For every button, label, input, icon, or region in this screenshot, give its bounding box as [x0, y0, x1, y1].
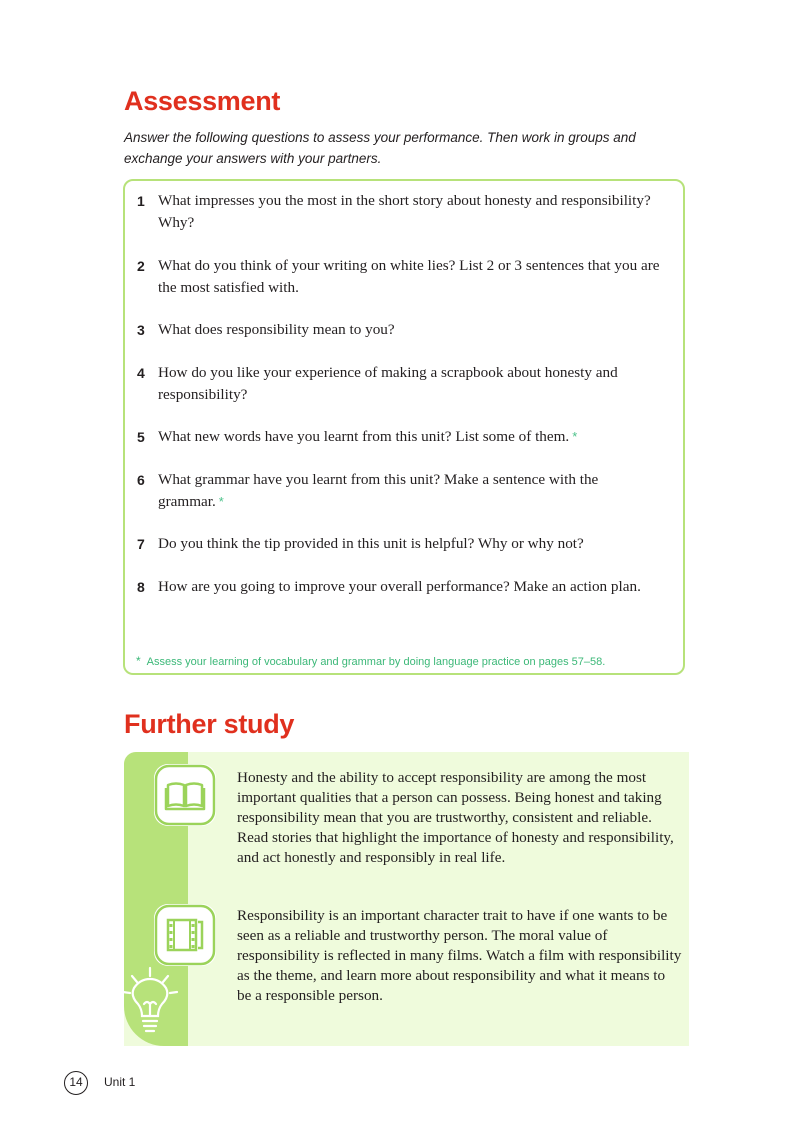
- question-text: What does responsibility mean to you?: [158, 321, 395, 338]
- further-study-title: Further study: [124, 709, 295, 739]
- assessment-intro: Answer the following questions to assess your performance. Then work in groups and exchange your answers with your partners.: [124, 130, 636, 166]
- question-text: Do you think the tip provided in this unit is helpful? Why or why not?: [158, 535, 584, 552]
- question-number: 6: [137, 471, 145, 488]
- questions-box: [123, 179, 685, 675]
- question-item: [137, 190, 667, 234]
- question-item: [137, 426, 667, 448]
- question-text: How do you like your experience of making a scrapbook about honesty and responsibility?: [158, 363, 618, 403]
- question-number: 2: [137, 257, 145, 274]
- question-item: [137, 576, 667, 598]
- assessment-footnote: [136, 654, 605, 668]
- question-number: 5: [137, 429, 145, 445]
- question-item: [137, 319, 667, 341]
- unit-label: Unit 1: [104, 1075, 136, 1089]
- question-star: *: [218, 493, 224, 509]
- question-text: What new words have you learnt from this unit? List some of them.: [158, 428, 570, 445]
- question-item: [137, 469, 667, 513]
- question-number: 3: [137, 322, 145, 338]
- question-number: 4: [137, 364, 145, 381]
- question-number: 1: [137, 193, 145, 209]
- question-text: How are you going to improve your overall performance? Make an action plan.: [158, 577, 641, 595]
- question-text: What grammar have you learnt from this unit? Make a sentence with the grammar.: [158, 470, 599, 510]
- question-item: [137, 362, 667, 406]
- further-study-paragraph-1: Honesty and the ability to accept responsibility are among the most important qualities that a person can possess. Being honest and taking responsibility mean that you are trustworthy, consistent and reliable. Read stories that highlight the importance of honesty and responsibility, and act honestly and responsibly in real life.: [237, 769, 674, 866]
- assessment-title: Assessment: [124, 86, 281, 116]
- footnote-text: Assess your learning of vocabulary and grammar by doing language practice on pages 57–58.: [146, 656, 606, 668]
- lightbulb-icon: [120, 966, 184, 1046]
- question-number: 8: [137, 578, 145, 595]
- question-text: What do you think of your writing on white lies? List 2 or 3 sentences that you are the most satisfied with.: [158, 256, 660, 296]
- question-number: 7: [137, 536, 145, 552]
- question-list: [137, 190, 667, 618]
- film-icon: [154, 904, 216, 966]
- question-item: [137, 533, 667, 555]
- page-number: 14: [64, 1071, 88, 1095]
- footnote-star: *: [136, 654, 141, 668]
- further-study-box: [124, 752, 689, 1046]
- question-item: [137, 255, 667, 299]
- further-study-paragraph-2: Responsibility is an important character trait to have if one wants to be seen as a reliable and trustworthy person. The moral value of responsibility is reflected in many films. Watch a film with responsibility as the theme, and learn more about responsibility and what it means to be a responsible person.: [237, 907, 682, 1004]
- question-text: What impresses you the most in the short story about honesty and responsibility? Why?: [158, 192, 651, 231]
- book-icon: [154, 764, 216, 826]
- question-star: *: [572, 429, 578, 444]
